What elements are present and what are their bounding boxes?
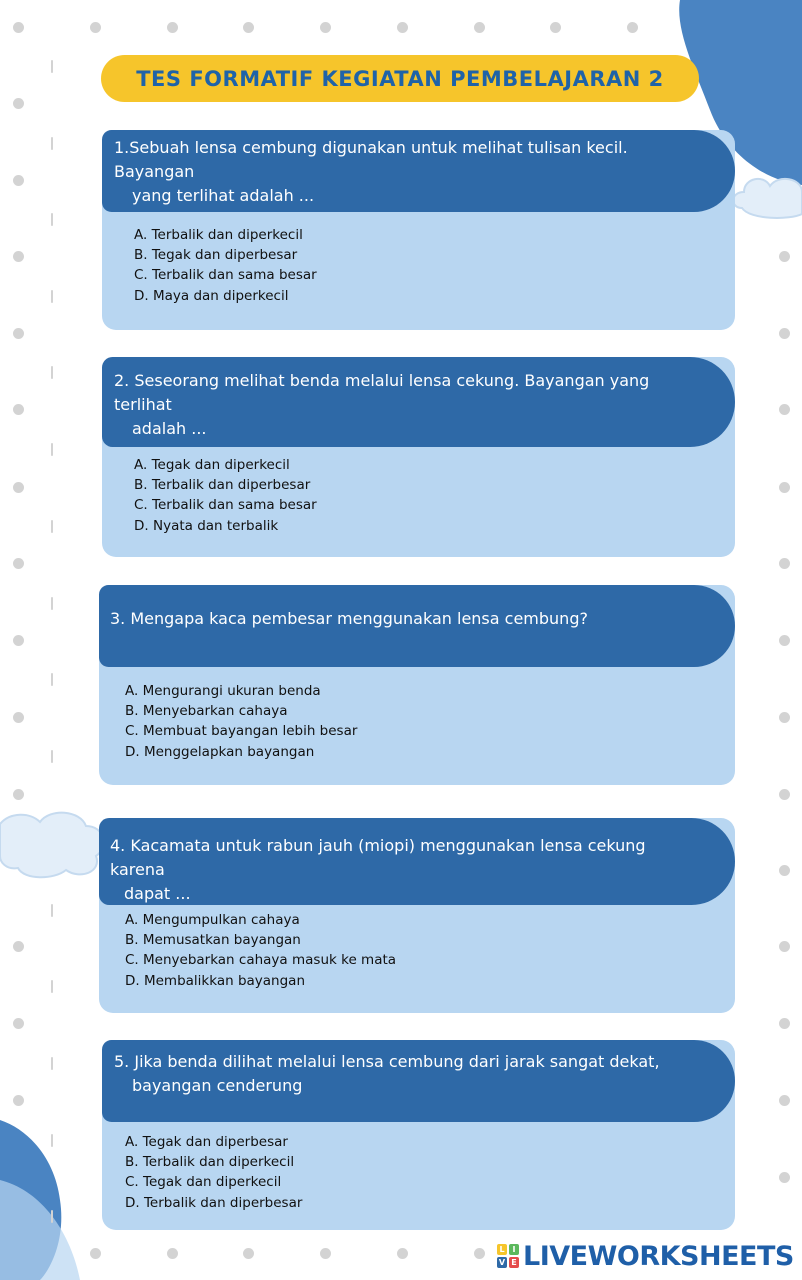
options-list-5 — [125, 1132, 302, 1213]
question-line: 2. Seseorang melihat benda melalui lensa cekung. Bayangan yang terlihat — [114, 371, 650, 414]
option-a[interactable]: A. Terbalik dan diperkecil — [134, 227, 303, 243]
question-text-4 — [99, 818, 735, 905]
option-c[interactable]: C. Tegak dan diperkecil — [125, 1174, 282, 1191]
question-line: yang terlihat adalah ... — [132, 186, 315, 205]
logo-letter: E — [509, 1257, 519, 1268]
option-a[interactable]: A. Tegak dan diperbesar — [125, 1134, 288, 1150]
question-card-3 — [99, 585, 735, 785]
logo-letter: I — [509, 1244, 519, 1255]
liveworksheets-logo-icon — [497, 1244, 519, 1268]
question-card-4 — [99, 818, 735, 1013]
logo-letter: L — [497, 1244, 507, 1255]
question-card-1 — [102, 130, 735, 330]
options-list-3 — [125, 681, 357, 762]
question-text-2 — [102, 357, 735, 447]
option-d[interactable]: D. Terbalik dan diperbesar — [125, 1194, 303, 1211]
question-line: adalah ... — [132, 419, 207, 438]
option-a[interactable]: A. Mengumpulkan cahaya — [125, 912, 300, 928]
option-b[interactable]: B. Tegak dan diperbesar — [134, 247, 298, 264]
option-d[interactable]: D. Membalikkan bayangan — [125, 972, 306, 989]
cloud-left — [0, 806, 110, 882]
option-b[interactable]: B. Memusatkan bayangan — [125, 932, 301, 949]
options-list-2 — [134, 455, 317, 536]
page-title: TES FORMATIF KEGIATAN PEMBELAJARAN 2 — [101, 55, 699, 102]
brand-name: LIVEWORKSHEETS — [523, 1240, 794, 1272]
question-line: 3. Mengapa kaca pembesar menggunakan lensa cembung? — [110, 609, 588, 628]
option-c[interactable]: C. Membuat bayangan lebih besar — [125, 723, 358, 740]
logo-letter: V — [498, 1258, 506, 1267]
option-d[interactable]: D. Menggelapkan bayangan — [125, 743, 315, 760]
option-d[interactable]: D. Maya dan diperkecil — [134, 287, 289, 304]
option-a[interactable]: A. Mengurangi ukuran benda — [125, 683, 321, 699]
cloud-top-right — [730, 168, 802, 226]
question-line: 1.Sebuah lensa cembung digunakan untuk melihat tulisan kecil. Bayangan — [114, 138, 628, 181]
option-a[interactable]: A. Tegak dan diperkecil — [134, 457, 290, 473]
options-list-1 — [134, 225, 317, 306]
option-c[interactable]: C. Terbalik dan sama besar — [134, 497, 317, 514]
corner-wave-bottom-left — [0, 1170, 90, 1280]
question-line: 4. Kacamata untuk rabun jauh (miopi) menggunakan lensa cekung karena — [110, 836, 646, 879]
liveworksheets-brand[interactable] — [497, 1238, 794, 1274]
question-text-3 — [99, 585, 735, 667]
question-line: bayangan cenderung — [132, 1076, 303, 1095]
question-card-2 — [102, 357, 735, 557]
question-card-5 — [102, 1040, 735, 1230]
option-b[interactable]: B. Terbalik dan diperkecil — [125, 1154, 295, 1171]
question-line: dapat ... — [124, 884, 191, 903]
option-c[interactable]: C. Menyebarkan cahaya masuk ke mata — [125, 952, 397, 969]
option-b[interactable]: B. Menyebarkan cahaya — [125, 703, 288, 720]
question-text-5 — [102, 1040, 735, 1122]
question-line: 5. Jika benda dilihat melalui lensa cembung dari jarak sangat dekat, — [114, 1052, 660, 1071]
option-c[interactable]: C. Terbalik dan sama besar — [134, 267, 317, 284]
question-text-1 — [102, 130, 735, 212]
option-d[interactable]: D. Nyata dan terbalik — [134, 517, 279, 534]
option-b[interactable]: B. Terbalik dan diperbesar — [134, 477, 311, 494]
options-list-4 — [125, 910, 396, 991]
